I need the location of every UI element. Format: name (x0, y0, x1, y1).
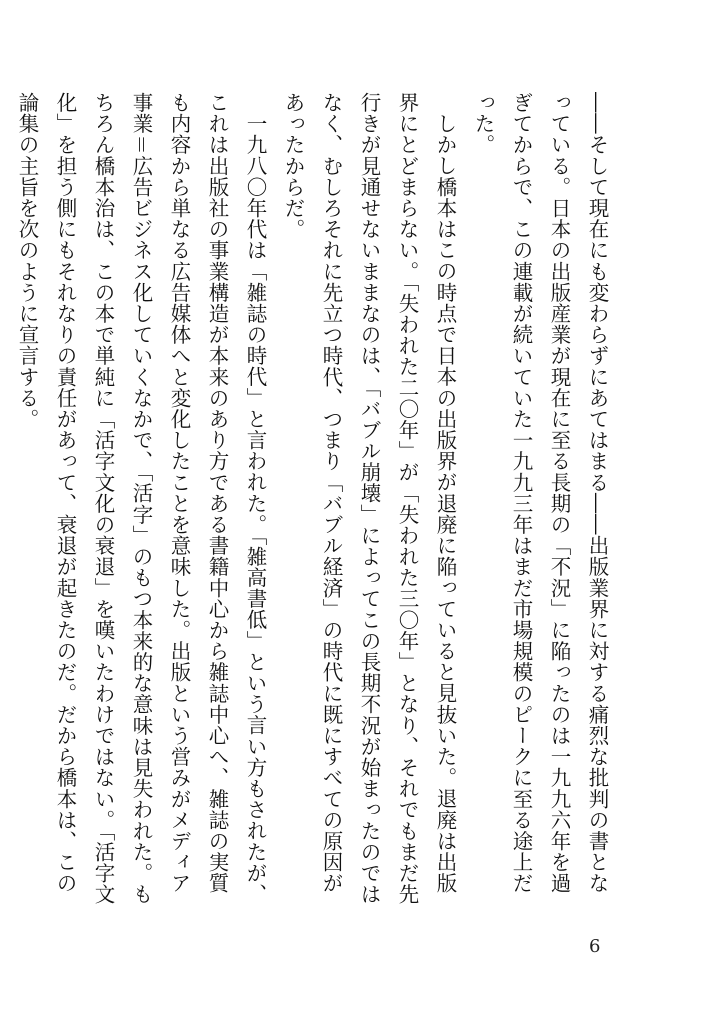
paragraph-2: しかし橋本はこの時点で日本の出版界が退廃に陥っていると見抜いた。退廃は出版界にとどまらない。「失われた二〇年」が「失われた三〇年」となり、それでもまだ先行きが見通せないままなのは、「バブル崩壊」によってこの長期不況が始まったのではなく、むしろそれに先立つ時代、つまり「バブル経済」の時代に既にすべての原因があったからだ。 (281, 92, 457, 905)
vertical-text-body (0, 92, 616, 912)
block-spacer (0, 92, 8, 912)
page-number: 6 (589, 936, 601, 957)
paragraph-1: ――そして現在にも変わらずにあてはまる――出版業界に対する痛烈な批判の書となっている。日本の出版産業が現在に至る長期の「不況」に陥ったのは一九九六年を過ぎてからで、この連載が続いていた一九九三年はまだ市場規模のピークに至る途上だった。 (471, 92, 609, 894)
paragraph-3: 一九八〇年代は「雑誌の時代」と言われた。「雑高書低」という言い方もされたが、これは出版社の事業構造が本来のあり方である書籍中心から雑誌中心へ、雑誌の実質も内容から単なる広告媒体へと変化したことを意味した。出版という営みがメディア事業＝広告ビジネス化していくなかで、「活字」のもつ本来的な意味は見失われた。もちろん橋本治は、この本で単純に「活字文化の衰退」を嘆いたわけではない。「活字文化」を担う側にもそれなりの責任があって、衰退が起きたのだ。だから橋本は、この論集の主旨を次のように宣言する。 (15, 92, 267, 905)
